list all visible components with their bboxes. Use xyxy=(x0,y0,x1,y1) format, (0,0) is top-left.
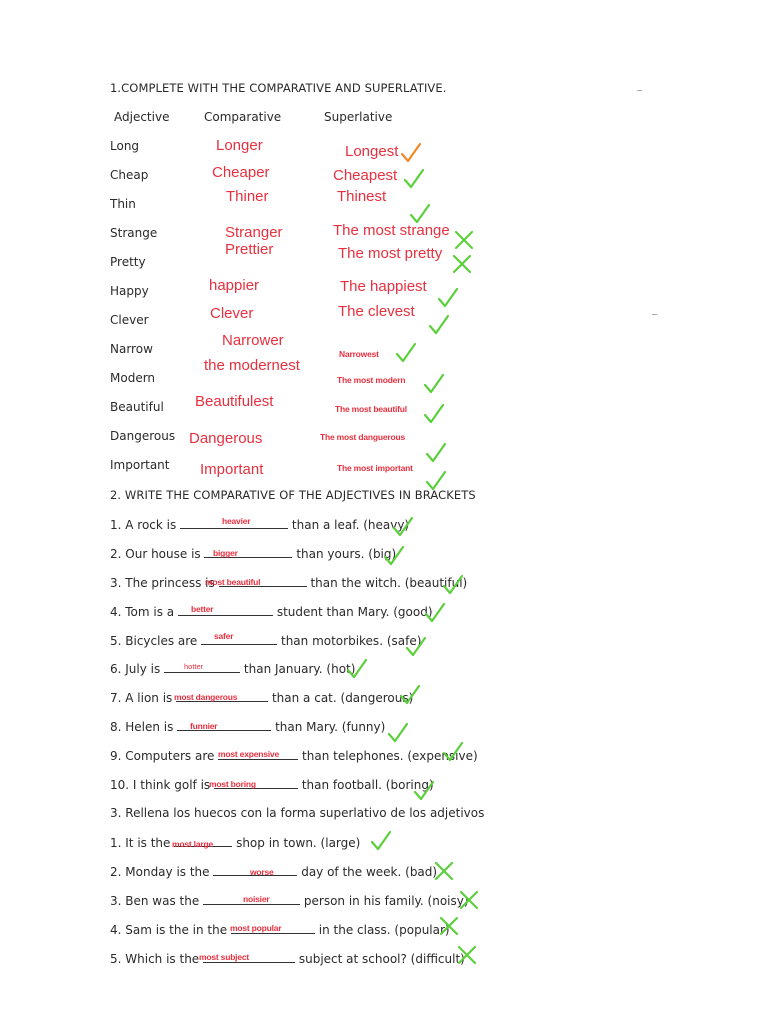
check-icon xyxy=(442,574,464,596)
superlative-answer: The clevest xyxy=(338,303,415,320)
scan-mark xyxy=(637,90,642,91)
superlative-answer: The most modern xyxy=(337,375,406,385)
check-icon xyxy=(405,636,427,658)
adjective-cell: Beautiful xyxy=(110,400,164,414)
comparative-answer: Stranger xyxy=(225,224,283,241)
comparative-answer: happier xyxy=(209,277,260,294)
check-icon xyxy=(423,373,445,395)
line-end: shop in town. (large) xyxy=(236,836,361,850)
line-start: 3. The princess is xyxy=(110,576,215,590)
cross-icon xyxy=(438,915,460,937)
check-icon xyxy=(428,314,450,336)
check-icon xyxy=(424,602,446,624)
exercise-line xyxy=(110,951,465,966)
line-end: person in his family. (noisy) xyxy=(303,894,469,908)
handwritten-answer: funnier xyxy=(190,721,218,731)
line-start: 3. Ben was the xyxy=(110,894,200,908)
check-icon xyxy=(399,684,421,706)
section2-title: 2. WRITE THE COMPARATIVE OF THE ADJECTIVES IN BRACKETS xyxy=(110,488,476,502)
header-adjective: Adjective xyxy=(114,110,170,124)
header-comparative: Comparative xyxy=(204,110,282,124)
handwritten-answer: hotter xyxy=(184,662,204,671)
adjective-cell: Pretty xyxy=(110,255,146,269)
line-start: 1. A rock is xyxy=(110,518,177,532)
line-start: 5. Bicycles are xyxy=(110,634,198,648)
line-end: than a leaf. (heavy) xyxy=(291,518,410,532)
check-icon xyxy=(409,203,431,225)
line-end: student than Mary. (good) xyxy=(276,605,433,619)
exercise-line xyxy=(110,777,434,792)
exercise-line xyxy=(110,575,467,590)
handwritten-answer: most popular xyxy=(230,923,282,933)
superlative-answer: Longest xyxy=(345,143,399,160)
cross-icon xyxy=(458,889,480,911)
adjective-cell: Cheap xyxy=(110,168,149,182)
line-start: 4. Tom is a xyxy=(110,605,175,619)
line-end: than motorbikes. (safe) xyxy=(280,634,422,648)
handwritten-answer: most subject xyxy=(199,952,250,962)
handwritten-answer: better xyxy=(191,604,214,614)
superlative-answer: Narrowest xyxy=(339,349,379,359)
line-start: 6. July is xyxy=(110,662,161,676)
handwritten-answer: most dangerous xyxy=(174,692,238,702)
comparative-answer: Longer xyxy=(216,137,263,154)
adjective-cell: Clever xyxy=(110,313,149,327)
adjective-cell: Important xyxy=(110,458,170,472)
check-icon xyxy=(423,403,445,425)
exercise-line xyxy=(110,517,409,532)
comparative-answer: Narrower xyxy=(222,332,284,349)
answer-blank xyxy=(201,633,277,645)
check-icon xyxy=(387,722,409,744)
line-end: than yours. (big) xyxy=(296,547,397,561)
line-start: 2. Our house is xyxy=(110,547,201,561)
check-icon xyxy=(437,287,459,309)
check-icon xyxy=(395,342,417,364)
adjective-cell: Dangerous xyxy=(110,429,176,443)
cross-icon xyxy=(456,944,478,966)
cross-icon xyxy=(451,253,473,275)
exercise-line xyxy=(110,835,360,850)
adjective-cell: Narrow xyxy=(110,342,153,356)
check-icon xyxy=(392,516,414,538)
comparative-answer: the modernest xyxy=(204,357,300,374)
line-end: than Mary. (funny) xyxy=(275,720,386,734)
line-start: 8. Helen is xyxy=(110,720,174,734)
superlative-answer: The most danguerous xyxy=(320,432,405,442)
exercise-line xyxy=(110,690,413,705)
section1-title: 1.COMPLETE WITH THE COMPARATIVE AND SUPERLATIVE. xyxy=(110,81,447,95)
comparative-answer: Important xyxy=(200,461,264,478)
handwritten-answer: heavier xyxy=(222,516,251,526)
handwritten-answer: most expensive xyxy=(218,749,279,759)
line-start: 7. A lion is xyxy=(110,691,173,705)
check-icon xyxy=(370,830,392,852)
exercise-line xyxy=(110,546,396,561)
exercise-line xyxy=(110,748,478,763)
comparative-answer: Dangerous xyxy=(189,430,263,447)
cross-icon xyxy=(453,229,475,251)
line-end: day of the week. (bad) xyxy=(301,865,438,879)
adjective-cell: Thin xyxy=(110,197,136,211)
section3-title: 3. Rellena los huecos con la forma superlativo de los adjetivos xyxy=(110,806,485,820)
handwritten-answer: safer xyxy=(214,631,234,641)
adjective-cell: Happy xyxy=(110,284,149,298)
line-end: than telephones. (expensive) xyxy=(302,749,478,763)
header-superlative: Superlative xyxy=(324,110,393,124)
adjective-cell: Strange xyxy=(110,226,158,240)
line-start: 4. Sam is the in the xyxy=(110,923,228,937)
exercise-line xyxy=(110,719,385,734)
comparative-answer: Clever xyxy=(210,305,254,322)
superlative-answer: The most beautiful xyxy=(335,404,407,414)
comparative-answer: Prettier xyxy=(225,241,274,258)
scan-mark xyxy=(652,314,657,315)
exercise-line xyxy=(110,633,421,648)
handwritten-answer: most boring xyxy=(209,779,256,789)
superlative-answer: The happiest xyxy=(340,278,427,295)
check-icon xyxy=(442,741,464,763)
check-icon xyxy=(413,780,435,802)
superlative-answer: Thinest xyxy=(337,188,387,205)
exercise-line xyxy=(110,661,355,676)
handwritten-answer: bigger xyxy=(213,548,238,558)
superlative-answer: The most strange xyxy=(333,222,450,239)
line-end: than football. (boring) xyxy=(301,778,434,792)
check-icon xyxy=(346,658,368,680)
line-end: subject at school? (difficult) xyxy=(298,952,465,966)
line-end: than a cat. (dangerous) xyxy=(271,691,414,705)
check-icon xyxy=(383,545,405,567)
check-icon xyxy=(425,442,447,464)
line-start: 1. It is the xyxy=(110,836,171,850)
comparative-answer: Cheaper xyxy=(212,164,270,181)
check-icon xyxy=(403,168,425,190)
handwritten-answer: most beautiful xyxy=(205,577,261,587)
line-start: 5. Which is the xyxy=(110,952,200,966)
comparative-answer: Beautifulest xyxy=(195,393,274,410)
comparative-answer: Thiner xyxy=(226,188,269,205)
line-start: 9. Computers are xyxy=(110,749,215,763)
exercise-line xyxy=(110,604,433,619)
handwritten-answer: most large xyxy=(172,839,213,849)
adjective-cell: Long xyxy=(110,139,140,153)
adjective-cell: Modern xyxy=(110,371,156,385)
superlative-answer: The most pretty xyxy=(338,245,443,262)
check-icon xyxy=(425,470,447,492)
line-end: than January. (hot) xyxy=(243,662,356,676)
line-end: than the witch. (beautiful) xyxy=(310,576,468,590)
superlative-answer: The most important xyxy=(337,463,413,473)
line-start: 2. Monday is the xyxy=(110,865,210,879)
exercise-line xyxy=(110,893,469,908)
handwritten-answer: noisier xyxy=(243,894,270,904)
line-start: 10. I think golf is xyxy=(110,778,211,792)
line-end: in the class. (popular) xyxy=(318,923,450,937)
check-icon xyxy=(400,142,422,164)
handwritten-answer: worse xyxy=(250,867,274,877)
superlative-answer: Cheapest xyxy=(333,167,398,184)
cross-icon xyxy=(433,860,455,882)
